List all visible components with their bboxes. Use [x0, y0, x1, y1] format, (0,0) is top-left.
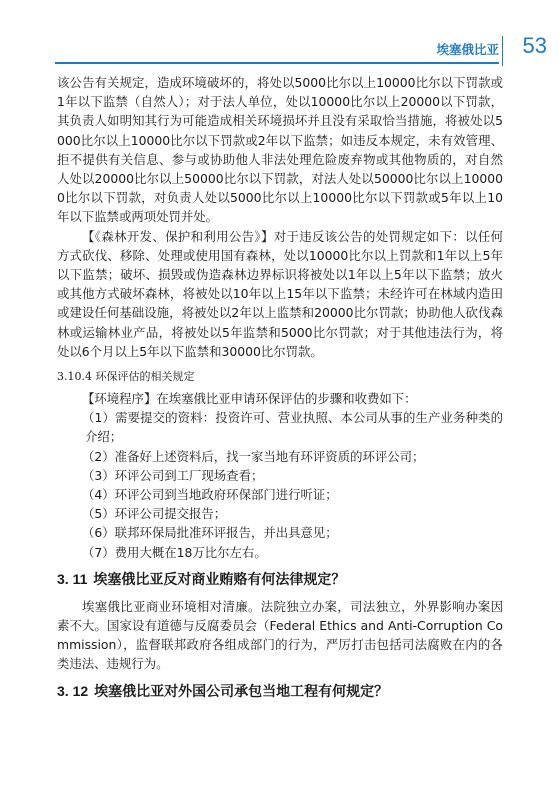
- procedure-step: （3）环评公司到工厂现场查看；: [82, 467, 264, 483]
- paragraph-penalties-environment: 该公告有关规定，造成环境破坏的，将处以5000比尔以上10000比尔以下罚款或1年以下监禁（自然人）；对于法人单位，处以10000比尔以上20000以下罚款，其负责人如明知其行为可能造成相关环境损坏并且没有采取恰当措施，将被处以5000比尔以上10000比尔以下罚款或2年以下监禁；如违反本规定，未有效管理、拒不提供有关信息、参与或协助他人非法处理危险废弃物或其他物质的，对自然人处以20000比尔以上50000比尔以下罚款，对法人处以50000比尔以上100000比尔以下罚款，对负责人处以5000比尔以上10000比尔以下罚款或5年以上10年以下监禁或两项处罚并处。: [57, 75, 503, 225]
- section-number: 3. 12: [57, 682, 89, 699]
- environment-procedure-intro: 【环境程序】在埃塞俄比亚申请环保评估的步骤和收费如下：: [82, 391, 417, 407]
- procedure-step: （4）环评公司到当地政府环保部门进行听证；: [82, 487, 338, 503]
- procedure-step: （6）联邦环保局批准环评报告，并出具意见；: [82, 525, 338, 541]
- section-heading-3-12: [57, 680, 503, 703]
- procedure-step: （5）环评公司提交报告；: [82, 506, 227, 522]
- procedure-step: （7）费用大概在18万比尔左右。: [82, 544, 267, 560]
- header-divider: [502, 36, 503, 66]
- section-title: 埃塞俄比亚对外国公司承包当地工程有何规定？: [94, 683, 389, 700]
- running-header-title: 埃塞俄比亚: [436, 42, 499, 57]
- procedure-step: （1）需要提交的资料：投资许可、营业执照、本公司从事的生产业务种类的介绍；: [82, 410, 503, 445]
- procedure-step: （2）准备好上述资料后，找一家当地有环评资质的环评公司；: [82, 448, 425, 464]
- header-rule: [55, 62, 499, 64]
- page-body: [57, 73, 503, 709]
- page-number: 53: [522, 33, 547, 58]
- paragraph-anti-bribery: 埃塞俄比亚商业环境相对清廉。法院独立办案，司法独立，外界影响办案因素不大。国家设有道德与反腐委员会（Federal Ethics and Anti-Corruption Commission），监督联邦政府各组成部门的行为，严厉打击包括司法腐败在内的各类违法、违规行为。: [57, 598, 503, 672]
- section-heading-3-11: [57, 568, 503, 591]
- paragraph-forest-proclamation: 【《森林开发、保护和利用公告》】对于违反该公告的处罚规定如下：以任何方式砍伐、移除、处理或使用国有森林，处以10000比尔以上罚款和1年以上5年以下监禁；破坏、损毁或伪造森林边界标识将被处以1年以上5年以下监禁；放火或其他方式破坏森林，将被处以10年以上15年以下监禁；未经许可在林域内造田或建设任何基础设施，将被处以2年以上监禁和20000比尔罚款；协助他人砍伐森林或运输林业产品，将被处以5年监禁和5000比尔罚款；对于其他违法行为，将处以6个月以上5年以下监禁和30000比尔罚款。: [57, 228, 503, 359]
- page-header: [0, 0, 559, 72]
- section-number: 3. 11: [57, 570, 88, 587]
- section-title: 埃塞俄比亚反对商业贿赂有何法律规定？: [93, 571, 346, 588]
- subsection-heading: 3.10.4 环保评估的相关规定: [57, 370, 195, 384]
